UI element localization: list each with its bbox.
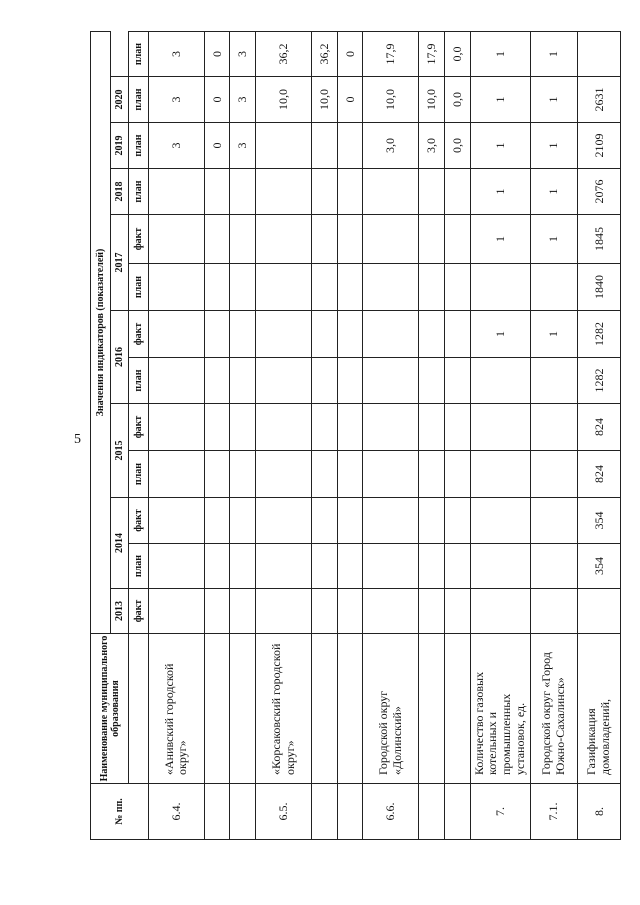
value-cell xyxy=(444,169,470,215)
value-cell xyxy=(204,311,230,358)
value-cell xyxy=(337,215,363,264)
value-cell xyxy=(230,311,256,358)
value-cell xyxy=(256,123,312,169)
value-cell: 0 xyxy=(204,77,230,123)
value-cell xyxy=(444,404,470,451)
row-name xyxy=(444,634,470,784)
header-plan: план xyxy=(129,123,149,169)
value-cell xyxy=(337,311,363,358)
header-fact: факт xyxy=(129,498,149,544)
value-cell xyxy=(337,169,363,215)
table-row xyxy=(419,32,445,840)
value-cell xyxy=(470,589,530,634)
value-cell xyxy=(256,215,312,264)
header-plan: план xyxy=(129,358,149,404)
value-cell xyxy=(256,169,312,215)
value-cell xyxy=(530,264,577,311)
row-name: Городской округ «Город Южно-Сахалинск» xyxy=(530,634,577,784)
value-cell xyxy=(419,358,445,404)
value-cell: 1 xyxy=(530,77,577,123)
value-cell xyxy=(444,589,470,634)
value-cell xyxy=(530,498,577,544)
value-cell xyxy=(204,404,230,451)
value-cell: 3 xyxy=(149,123,205,169)
value-cell xyxy=(337,544,363,589)
header-year: 2020 xyxy=(111,77,129,123)
value-cell xyxy=(337,264,363,311)
value-cell xyxy=(204,451,230,498)
row-name xyxy=(204,634,230,784)
rotated-table-container xyxy=(90,32,621,840)
row-number xyxy=(204,784,230,840)
value-cell xyxy=(204,589,230,634)
value-cell xyxy=(256,311,312,358)
value-cell xyxy=(363,544,419,589)
row-number: 8. xyxy=(578,784,621,840)
value-cell xyxy=(311,311,337,358)
value-cell xyxy=(256,589,312,634)
value-cell xyxy=(530,404,577,451)
value-cell: 0 xyxy=(337,32,363,77)
header-year: 2013 xyxy=(111,589,129,634)
table-row xyxy=(530,32,577,840)
value-cell xyxy=(311,215,337,264)
value-cell: 1 xyxy=(470,215,530,264)
header-year: 2014 xyxy=(111,498,129,589)
value-cell xyxy=(337,451,363,498)
value-cell: 3 xyxy=(230,123,256,169)
table-row xyxy=(337,32,363,840)
header-year: 2017 xyxy=(111,215,129,311)
value-cell: 1 xyxy=(530,311,577,358)
value-cell: 1282 xyxy=(578,358,621,404)
value-cell xyxy=(363,451,419,498)
value-cell xyxy=(337,589,363,634)
value-cell: 1 xyxy=(470,32,530,77)
row-number xyxy=(419,784,445,840)
value-cell xyxy=(444,358,470,404)
value-cell xyxy=(419,451,445,498)
table-row xyxy=(256,32,312,840)
value-cell: 1 xyxy=(530,32,577,77)
row-number: 6.5. xyxy=(256,784,312,840)
value-cell xyxy=(470,544,530,589)
value-cell xyxy=(419,404,445,451)
value-cell xyxy=(363,358,419,404)
row-name xyxy=(311,634,337,784)
value-cell xyxy=(149,311,205,358)
value-cell xyxy=(470,264,530,311)
table-row xyxy=(311,32,337,840)
value-cell xyxy=(149,544,205,589)
row-name: «Корсаковский городской округ» xyxy=(256,634,312,784)
value-cell: 0 xyxy=(204,32,230,77)
value-cell: 354 xyxy=(578,498,621,544)
value-cell: 1 xyxy=(470,311,530,358)
value-cell xyxy=(230,169,256,215)
value-cell xyxy=(311,451,337,498)
value-cell xyxy=(444,311,470,358)
value-cell xyxy=(419,498,445,544)
value-cell: 824 xyxy=(578,451,621,498)
value-cell: 1 xyxy=(530,123,577,169)
header-fact: факт xyxy=(129,215,149,264)
header-year: 2016 xyxy=(111,311,129,404)
value-cell xyxy=(230,589,256,634)
table-row xyxy=(470,32,530,840)
value-cell xyxy=(530,358,577,404)
value-cell xyxy=(444,544,470,589)
value-cell xyxy=(444,215,470,264)
header-year: 2015 xyxy=(111,404,129,498)
header-year: 2018 xyxy=(111,169,129,215)
value-cell xyxy=(470,451,530,498)
value-cell xyxy=(230,498,256,544)
value-cell: 1 xyxy=(470,77,530,123)
value-cell xyxy=(363,215,419,264)
value-cell xyxy=(311,169,337,215)
value-cell xyxy=(230,358,256,404)
row-name xyxy=(230,634,256,784)
row-number xyxy=(230,784,256,840)
value-cell xyxy=(149,451,205,498)
value-cell xyxy=(363,589,419,634)
value-cell xyxy=(230,451,256,498)
value-cell: 10,0 xyxy=(256,77,312,123)
value-cell xyxy=(149,589,205,634)
value-cell xyxy=(256,264,312,311)
value-cell: 10,0 xyxy=(363,77,419,123)
value-cell: 0,0 xyxy=(444,77,470,123)
value-cell xyxy=(149,404,205,451)
value-cell: 354 xyxy=(578,544,621,589)
row-number: 6.4. xyxy=(149,784,205,840)
value-cell xyxy=(230,264,256,311)
value-cell xyxy=(419,544,445,589)
row-number xyxy=(444,784,470,840)
header-fact: факт xyxy=(129,589,149,634)
value-cell xyxy=(419,589,445,634)
header-year: 2019 xyxy=(111,123,129,169)
header-num: № пп. xyxy=(91,784,149,840)
value-cell xyxy=(444,451,470,498)
value-cell: 3,0 xyxy=(419,123,445,169)
value-cell xyxy=(149,264,205,311)
value-cell xyxy=(311,404,337,451)
value-cell xyxy=(363,169,419,215)
row-number xyxy=(311,784,337,840)
row-name: Газификация домовладений, xyxy=(578,634,621,784)
value-cell: 1845 xyxy=(578,215,621,264)
value-cell xyxy=(337,404,363,451)
value-cell xyxy=(230,215,256,264)
value-cell xyxy=(256,404,312,451)
value-cell xyxy=(363,498,419,544)
header-name-empty xyxy=(129,634,149,784)
header-plan: план xyxy=(129,264,149,311)
value-cell xyxy=(578,32,621,77)
value-cell xyxy=(230,544,256,589)
value-cell: 17,9 xyxy=(363,32,419,77)
value-cell: 1 xyxy=(530,215,577,264)
header-plan: план xyxy=(129,169,149,215)
value-cell: 2076 xyxy=(578,169,621,215)
value-cell xyxy=(256,451,312,498)
value-cell: 1840 xyxy=(578,264,621,311)
value-cell: 1 xyxy=(470,123,530,169)
value-cell xyxy=(530,544,577,589)
value-cell xyxy=(470,404,530,451)
value-cell xyxy=(337,498,363,544)
value-cell: 1282 xyxy=(578,311,621,358)
header-plan: план xyxy=(129,544,149,589)
header-plan: план xyxy=(129,451,149,498)
row-number: 7. xyxy=(470,784,530,840)
value-cell: 3 xyxy=(230,32,256,77)
page-number: 5 xyxy=(74,432,81,447)
value-cell xyxy=(419,215,445,264)
value-cell: 36,2 xyxy=(311,32,337,77)
indicators-table xyxy=(90,31,621,840)
value-cell xyxy=(444,264,470,311)
value-cell xyxy=(363,311,419,358)
header-plan: план xyxy=(129,77,149,123)
value-cell xyxy=(419,169,445,215)
value-cell xyxy=(578,589,621,634)
value-cell: 0,0 xyxy=(444,32,470,77)
value-cell xyxy=(149,169,205,215)
value-cell: 36,2 xyxy=(256,32,312,77)
row-number: 7.1. xyxy=(530,784,577,840)
row-name: «Анивский городской округ» xyxy=(149,634,205,784)
value-cell xyxy=(530,589,577,634)
row-name: Городской округ «Долинский» xyxy=(363,634,419,784)
value-cell: 2109 xyxy=(578,123,621,169)
header-plan: план xyxy=(129,32,149,77)
header-fact: факт xyxy=(129,311,149,358)
row-name xyxy=(337,634,363,784)
table-row xyxy=(149,32,205,840)
value-cell xyxy=(256,358,312,404)
value-cell xyxy=(530,451,577,498)
value-cell xyxy=(204,215,230,264)
value-cell xyxy=(204,169,230,215)
value-cell: 3 xyxy=(230,77,256,123)
value-cell: 2631 xyxy=(578,77,621,123)
value-cell xyxy=(337,123,363,169)
table-row xyxy=(578,32,621,840)
value-cell xyxy=(256,544,312,589)
value-cell xyxy=(204,264,230,311)
table-row xyxy=(230,32,256,840)
value-cell: 3 xyxy=(149,77,205,123)
value-cell: 1 xyxy=(530,169,577,215)
table-row xyxy=(204,32,230,840)
row-number xyxy=(337,784,363,840)
value-cell: 1 xyxy=(470,169,530,215)
value-cell xyxy=(230,404,256,451)
row-name xyxy=(419,634,445,784)
value-cell xyxy=(419,264,445,311)
value-cell: 10,0 xyxy=(311,77,337,123)
value-cell xyxy=(311,544,337,589)
value-cell: 17,9 xyxy=(419,32,445,77)
header-values: Значения индикаторов (показателей) xyxy=(91,32,111,634)
value-cell xyxy=(363,404,419,451)
value-cell xyxy=(470,498,530,544)
table-row xyxy=(444,32,470,840)
row-name: Количество газовых котельных и промышленных установок, ед. xyxy=(470,634,530,784)
value-cell: 0 xyxy=(204,123,230,169)
value-cell xyxy=(149,358,205,404)
value-cell xyxy=(311,123,337,169)
value-cell xyxy=(419,311,445,358)
value-cell xyxy=(311,589,337,634)
header-fact: факт xyxy=(129,404,149,451)
table-row xyxy=(363,32,419,840)
value-cell xyxy=(311,264,337,311)
value-cell xyxy=(311,498,337,544)
value-cell xyxy=(204,544,230,589)
header-name: Наименование муниципального образования xyxy=(91,634,129,784)
value-cell xyxy=(311,358,337,404)
value-cell: 824 xyxy=(578,404,621,451)
value-cell xyxy=(149,215,205,264)
value-cell xyxy=(204,358,230,404)
value-cell: 0,0 xyxy=(444,123,470,169)
value-cell xyxy=(149,498,205,544)
value-cell xyxy=(444,498,470,544)
value-cell xyxy=(256,498,312,544)
value-cell: 3 xyxy=(149,32,205,77)
value-cell xyxy=(337,358,363,404)
value-cell: 0 xyxy=(337,77,363,123)
value-cell xyxy=(363,264,419,311)
value-cell: 3,0 xyxy=(363,123,419,169)
value-cell xyxy=(204,498,230,544)
row-number: 6.6. xyxy=(363,784,419,840)
value-cell: 10,0 xyxy=(419,77,445,123)
value-cell xyxy=(470,358,530,404)
